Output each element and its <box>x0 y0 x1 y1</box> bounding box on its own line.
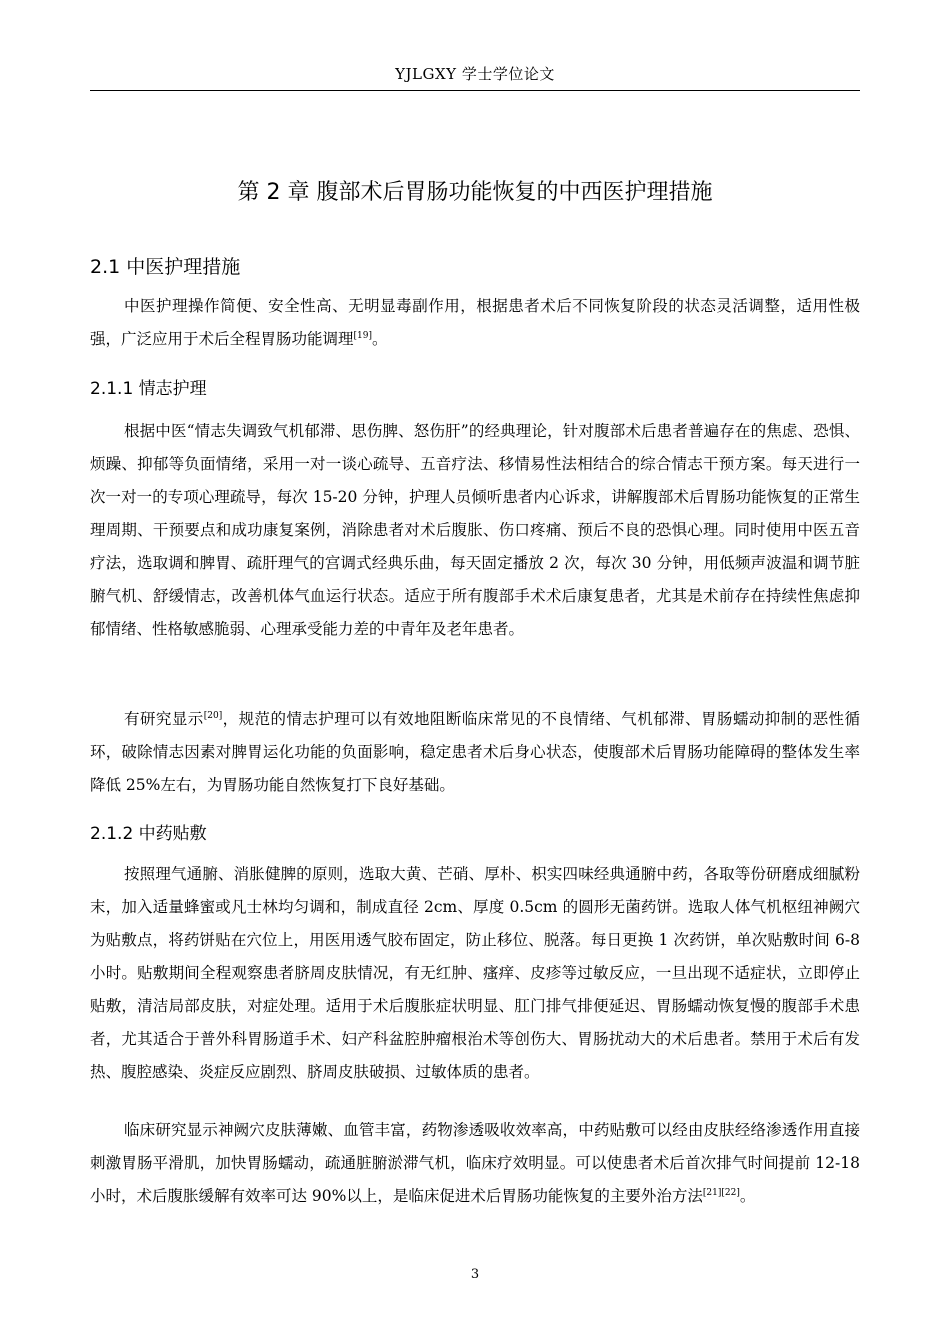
citation: [20] <box>203 711 223 721</box>
paragraph-emotional-research <box>90 703 860 802</box>
citation: [21][22] <box>702 1188 740 1198</box>
subsection-heading-2-1-1: 2.1.1 情志护理 <box>90 379 207 399</box>
paragraph-text: 临床研究显示神阙穴皮肤薄嫩、血管丰富，药物渗透吸收效率高，中药贴敷可以经由皮肤经络渗透作用直接刺激胃肠平滑肌，加快胃肠蠕动，疏通脏腑淤滞气机，临床疗效明显。可以使患者术后首次排气时间提前 12-18 小时，术后腹胀缓解有效率可达 90%以上，是临床促进术后胃肠功能恢复的主要外治方法 <box>90 1121 860 1205</box>
paragraph-herbal-application: 按照理气通腑、消胀健脾的原则，选取大黄、芒硝、厚朴、枳实四味经典通腑中药，各取等份研磨成细腻粉末，加入适量蜂蜜或凡士林均匀调和，制成直径 2cm、厚度 0.5cm 的圆形无菌药饼。选取人体气机枢纽神阙穴为贴敷点，将药饼贴在穴位上，用医用透气胶布固定，防止移位、脱落。每日更换 1 次药饼，单次贴敷时间 6-8 小时。贴敷期间全程观察患者脐周皮肤情况，有无红肿、瘙痒、皮疹等过敏反应，一旦出现不适症状，立即停止贴敷，清洁局部皮肤，对症处理。适用于术后腹胀症状明显、肛门排气排便延迟、胃肠蠕动恢复慢的腹部手术患者，尤其适合于普外科胃肠道手术、妇产科盆腔肿瘤根治术等创伤大、胃肠扰动大的术后患者。禁用于术后有发热、腹腔感染、炎症反应剧烈、脐周皮肤破损、过敏体质的患者。 <box>90 865 860 1081</box>
paragraph-herbal-research <box>90 1114 860 1213</box>
section-heading-2-1: 2.1 中医护理措施 <box>90 256 241 278</box>
paragraph-text-rest: ，规范的情志护理可以有效地阻断临床常见的不良情绪、气机郁滞、胃肠蠕动抑制的恶性循环，破除情志因素对脾胃运化功能的负面影响，稳定患者术后身心状态，使腹部术后胃肠功能障碍的整体发生率降低 25%左右，为胃肠功能自然恢复打下良好基础。 <box>90 710 860 794</box>
paragraph-emotional-nursing: 根据中医“情志失调致气机郁滞、思伤脾、怒伤肝”的经典理论，针对腹部术后患者普遍存在的焦虑、恐惧、烦躁、抑郁等负面情绪，采用一对一谈心疏导、五音疗法、移情易性法相结合的综合情志干预方案。每天进行一次一对一的专项心理疏导，每次 15-20 分钟，护理人员倾听患者内心诉求，讲解腹部术后胃肠功能恢复的正常生理周期、干预要点和成功康复案例，消除患者对术后腹胀、伤口疼痛、预后不良的恐惧心理。同时使用中医五音疗法，选取调和脾胃、疏肝理气的宫调式经典乐曲，每天固定播放 2 次，每次 30 分钟，用低频声波温和调节脏腑气机、舒缓情志，改善机体气血运行状态。适应于所有腹部手术术后康复患者，尤其是术前存在持续性焦虑抑郁情绪、性格敏感脆弱、心理承受能力差的中青年及老年患者。 <box>90 422 860 638</box>
header-divider <box>90 90 860 91</box>
page-number: 3 <box>470 1267 480 1282</box>
paragraph-end: 。 <box>372 330 388 348</box>
subsection-heading-2-1-2: 2.1.2 中药贴敷 <box>90 824 207 844</box>
paragraph-text: 中医护理操作简便、安全性高、无明显毒副作用，根据患者术后不同恢复阶段的状态灵活调整，适用性极强，广泛应用于术后全程胃肠功能调理 <box>90 297 860 348</box>
paragraph-text: 有研究显示 <box>124 710 204 728</box>
paragraph-tcm-nursing-intro <box>90 290 860 356</box>
citation: [19] <box>353 331 372 341</box>
paragraph-end: 。 <box>739 1187 756 1205</box>
chapter-title: 第 2 章 腹部术后胃肠功能恢复的中西医护理措施 <box>237 180 713 205</box>
page-header: YJLGXY 学士学位论文 <box>395 65 555 83</box>
